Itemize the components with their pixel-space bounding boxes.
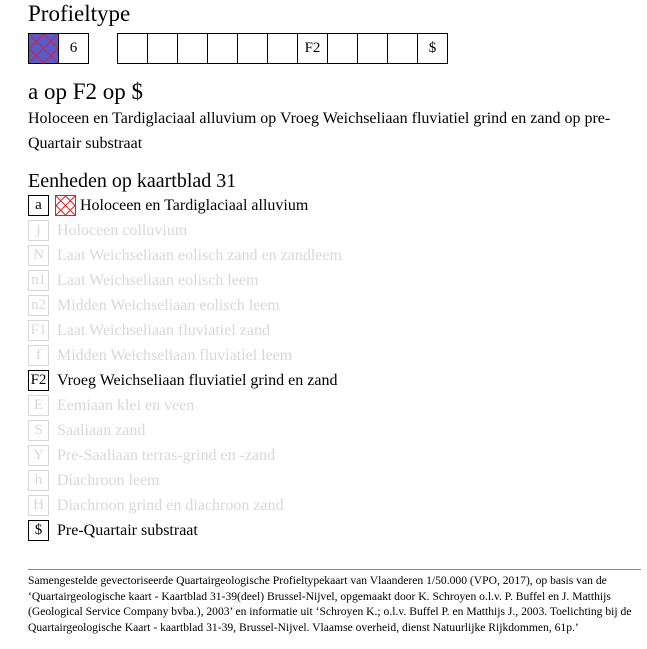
unit-row bbox=[28, 318, 342, 343]
unit-code: F2 bbox=[28, 370, 49, 391]
cross-hatch-pattern bbox=[29, 34, 58, 63]
profile-cell bbox=[267, 33, 298, 64]
cross-hatch-pattern bbox=[56, 196, 75, 215]
unit-row bbox=[28, 243, 342, 268]
profile-cell bbox=[237, 33, 268, 64]
unit-code: N bbox=[28, 245, 49, 266]
unit-row bbox=[28, 343, 342, 368]
unit-label: Midden Weichseliaan fluviatiel leem bbox=[57, 346, 293, 364]
unit-label: Laat Weichseliaan eolisch leem bbox=[57, 271, 259, 289]
unit-row bbox=[28, 368, 342, 393]
source-footnote: Samengestelde gevectoriseerde Quartairgeologische Profieltypekaart van Vlaanderen 1/50.000 (VPO, 2017), op basis van de ‘Quartairgeologische kaart - Kaartblad 31-39(deel) Brussel-Nijvel, opgemaakt door K. Schroyen o.l.v. P. Buffel en J. Matthijs (Geological Service Company bvba.), 2003’ en informatie uit ‘Schroyen K.; o.l.v. Buffel P. en Matthijs J., 2003. Toelichting bij de Quartairgeologische Kaart - kaartblad 31-39, Brussel-Nijvel. Vlaamse overheid, dienst Natuurlijke Rijkdommen, 61p.’ bbox=[28, 574, 632, 634]
unit-code: j bbox=[28, 220, 49, 241]
profile-description: Holoceen en Tardiglaciaal alluvium op Vroeg Weichseliaan fluviatiel grind en zand op pre-Quartair substraat bbox=[28, 110, 611, 152]
unit-label: Laat Weichseliaan fluviatiel zand bbox=[57, 321, 270, 339]
unit-code: S bbox=[28, 420, 49, 441]
unit-label: Saaliaan zand bbox=[57, 421, 146, 439]
unit-label: Eemiaan klei en veen bbox=[57, 396, 195, 414]
profile-cell: F2 bbox=[297, 33, 328, 64]
unit-code: n1 bbox=[28, 270, 49, 291]
units-list bbox=[28, 193, 342, 543]
unit-row bbox=[28, 268, 342, 293]
profile-cell bbox=[387, 33, 418, 64]
profile-cell: $ bbox=[417, 33, 448, 64]
footer-divider bbox=[28, 569, 641, 570]
profile-cell bbox=[117, 33, 148, 64]
unit-row bbox=[28, 193, 342, 218]
unit-row bbox=[28, 443, 342, 468]
unit-label: Diachroon leem bbox=[57, 471, 160, 489]
unit-label: Holoceen colluvium bbox=[57, 221, 188, 239]
unit-swatch bbox=[55, 195, 76, 216]
unit-code: a bbox=[28, 195, 49, 216]
profile-cell: 6 bbox=[58, 33, 89, 64]
unit-code: h bbox=[28, 470, 49, 491]
unit-row bbox=[28, 418, 342, 443]
profile-formula: a op F2 op $ bbox=[28, 79, 143, 104]
units-heading: Eenheden op kaartblad 31 bbox=[28, 170, 237, 192]
unit-code: n2 bbox=[28, 295, 49, 316]
profile-cell-swatch bbox=[28, 33, 59, 64]
unit-row bbox=[28, 393, 342, 418]
unit-label: Pre-Quartair substraat bbox=[57, 521, 198, 539]
profile-sequence-right bbox=[117, 33, 448, 64]
unit-row bbox=[28, 493, 342, 518]
unit-code: Y bbox=[28, 445, 49, 466]
unit-code: E bbox=[28, 395, 49, 416]
unit-code: $ bbox=[28, 520, 49, 541]
unit-label: Vroeg Weichseliaan fluviatiel grind en zand bbox=[57, 371, 338, 389]
unit-code: H bbox=[28, 495, 49, 516]
page-title: Profieltype bbox=[28, 1, 131, 26]
profile-cell bbox=[207, 33, 238, 64]
unit-label: Pre-Saaliaan terras-grind en -zand bbox=[57, 446, 276, 464]
profile-cell bbox=[357, 33, 388, 64]
unit-code: f bbox=[28, 345, 49, 366]
unit-code: F1 bbox=[28, 320, 49, 341]
unit-row bbox=[28, 218, 342, 243]
unit-row bbox=[28, 293, 342, 318]
unit-label: Diachroon grind en diachroon zand bbox=[57, 496, 284, 514]
unit-row bbox=[28, 518, 342, 543]
profile-cell bbox=[177, 33, 208, 64]
unit-label: Laat Weichseliaan eolisch zand en zandleem bbox=[57, 246, 342, 264]
profile-cell bbox=[147, 33, 178, 64]
unit-row bbox=[28, 468, 342, 493]
unit-label: Midden Weichseliaan eolisch leem bbox=[57, 296, 280, 314]
profile-cell bbox=[327, 33, 358, 64]
unit-label: Holoceen en Tardiglaciaal alluvium bbox=[80, 196, 309, 214]
profile-sequence-left bbox=[28, 33, 89, 64]
